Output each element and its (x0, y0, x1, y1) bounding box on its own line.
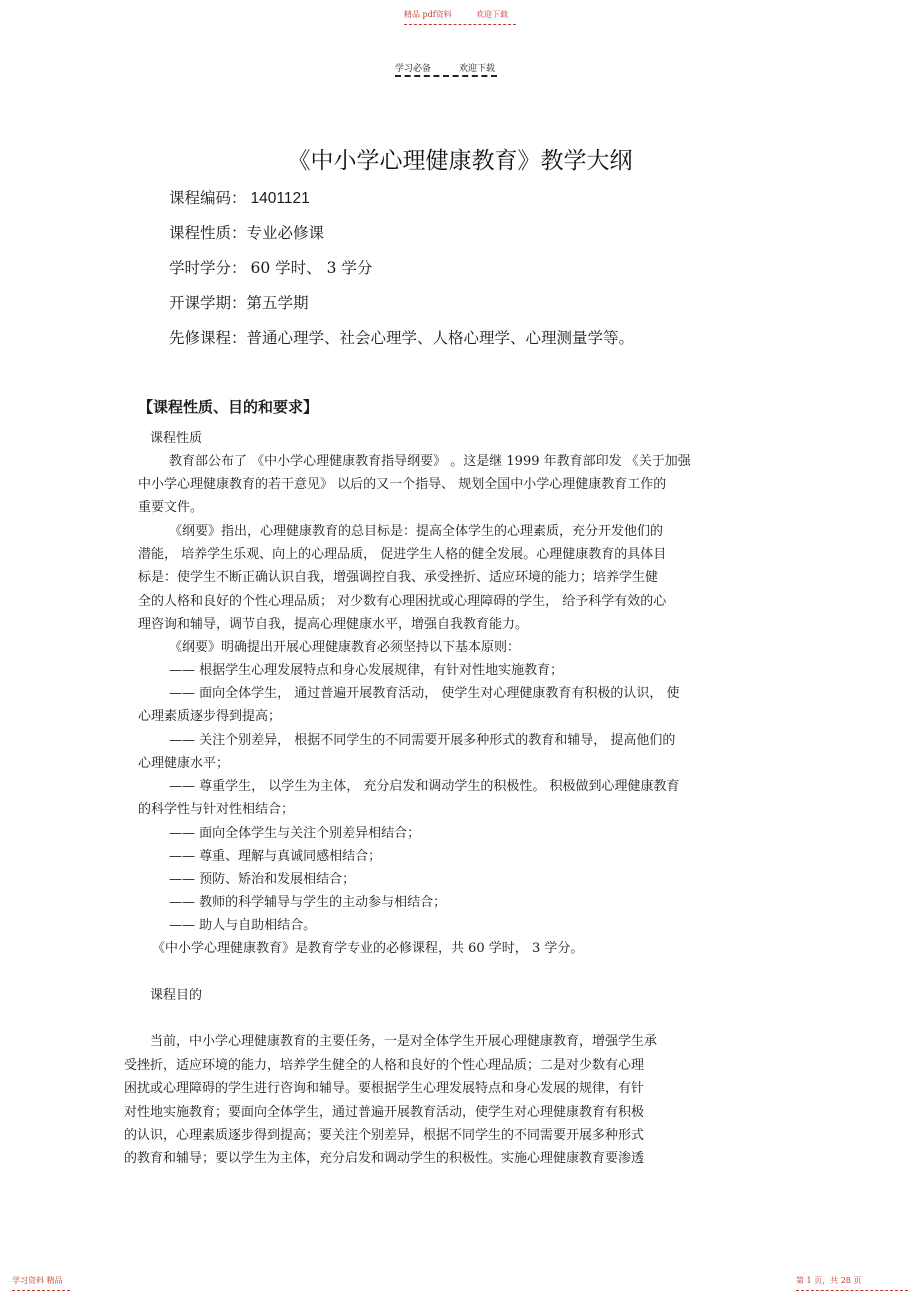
principle-item: —— 尊重学生， 以学生为主体， 充分启发和调动学生的积极性。 积极做到心理健康教育 (169, 779, 680, 794)
body-line: 的教育和辅导；要以学生为主体，充分启发和调动学生的积极性。实施心理健康教育要渗透 (124, 1151, 645, 1166)
principle-item: —— 关注个别差异， 根据不同学生的不同需要开展多种形式的教育和辅导， 提高他们的 (169, 733, 676, 748)
principle-item: —— 教师的科学辅导与学生的主动参与相结合； (169, 895, 447, 910)
info-label: 开课学期： (169, 294, 247, 312)
body-line: 对性地实施教育；要面向全体学生，通过普遍开展教育活动，使学生对心理健康教育有积极 (124, 1105, 645, 1120)
watermark-bottom-left: 学习资料 精品 (12, 1276, 63, 1285)
watermark-top-right: 欢迎下载 (476, 10, 508, 19)
body-line: 《纲要》明确提出开展心理健康教育必须坚持以下基本原则： (169, 640, 521, 655)
info-hours-credits (169, 256, 372, 278)
section-heading: 【课程性质、目的和要求】 (138, 398, 319, 416)
info-label: 学时学分： (169, 259, 247, 277)
principle-item: —— 面向全体学生与关注个别差异相结合； (169, 826, 421, 841)
body-line: 心理素质逐步得到提高； (138, 709, 282, 724)
body-line: 中小学心理健康教育的若干意见》 以后的又一个指导、 规划全国中小学心理健康教育工作的 (138, 477, 667, 492)
watermark-bottom-right: 第 1 页，共 28 页 (796, 1276, 862, 1285)
body-line: 理咨询和辅导，调节自我，提高心理健康水平，增强自我教育能力。 (138, 617, 529, 632)
body-line: 心理健康水平； (138, 756, 230, 771)
info-value: 专业必修课 (246, 224, 325, 242)
header-divider (395, 75, 497, 77)
body-line: 《纲要》指出，心理健康教育的总目标是：提高全体学生的心理素质，充分开发他们的 (169, 524, 664, 539)
page-title: 《中小学心理健康教育》教学大纲 (287, 148, 633, 174)
info-label: 课程编码： (169, 189, 247, 207)
watermark-bottom-right-divider (796, 1290, 908, 1291)
principle-item: —— 尊重、理解与真诚同感相结合； (169, 849, 382, 864)
body-line: 标是：使学生不断正确认识自我，增强调控自我、承受挫折、适应环境的能力；培养学生健 (138, 570, 659, 585)
principle-item: —— 根据学生心理发展特点和身心发展规律，有针对性地实施教育； (169, 663, 564, 678)
body-line: 受挫折，适应环境的能力，培养学生健全的人格和良好的个性心理品质；二是对少数有心理 (124, 1058, 645, 1073)
info-label: 先修课程： (169, 329, 247, 347)
subsection-course-purpose: 课程目的 (150, 988, 203, 1003)
body-line: 潜能， 培养学生乐观、向上的心理品质， 促进学生人格的健全发展。心理健康教育的具体目 (138, 547, 667, 562)
watermark-top-left: 精品 pdf资料 (404, 10, 452, 19)
info-prerequisites (169, 326, 634, 348)
body-line: 当前，中小学心理健康教育的主要任务，一是对全体学生开展心理健康教育，增强学生承 (150, 1034, 658, 1049)
header-right: 欢迎下载 (459, 64, 496, 74)
info-value: 第五学期 (246, 294, 309, 312)
principle-item: —— 预防、矫治和发展相结合； (169, 872, 356, 887)
principle-item: —— 面向全体学生， 通过普遍开展教育活动， 使学生对心理健康教育有积极的认识， 使 (169, 686, 680, 701)
info-value: 60 学时、 3 学分 (250, 259, 373, 277)
info-value: 1401121 (250, 190, 310, 207)
body-line: 全的人格和良好的个性心理品质； 对少数有心理困扰或心理障碍的学生， 给予科学有效的心 (138, 594, 667, 609)
body-line: 的认识，心理素质逐步得到提高；要关注个别差异，根据不同学生的不同需要开展多种形式 (124, 1128, 645, 1143)
body-line: 教育部公布了 《中小学心理健康教育指导纲要》 。这是继 1999 年教育部印发 《关于加强 (169, 454, 691, 469)
body-line: 困扰或心理障碍的学生进行咨询和辅导。要根据学生心理发展特点和身心发展的规律，有针 (124, 1081, 645, 1096)
info-label: 课程性质： (169, 224, 247, 242)
watermark-top-divider (404, 24, 516, 25)
watermark-bottom-left-divider (12, 1290, 70, 1291)
body-line: 重要文件。 (138, 500, 204, 515)
body-line: 的科学性与针对性相结合； (138, 802, 295, 817)
info-course-type (169, 221, 324, 243)
header-left: 学习必备 (395, 64, 432, 74)
info-semester (169, 291, 309, 313)
subsection-course-nature: 课程性质 (150, 431, 203, 446)
principle-item: —— 助人与自助相结合。 (169, 918, 317, 933)
info-course-code (169, 186, 310, 208)
info-value: 普通心理学、社会心理学、人格心理学、心理测量学等。 (246, 329, 635, 347)
body-line: 《中小学心理健康教育》是教育学专业的必修课程，共 60 学时， 3 学分。 (152, 941, 584, 956)
